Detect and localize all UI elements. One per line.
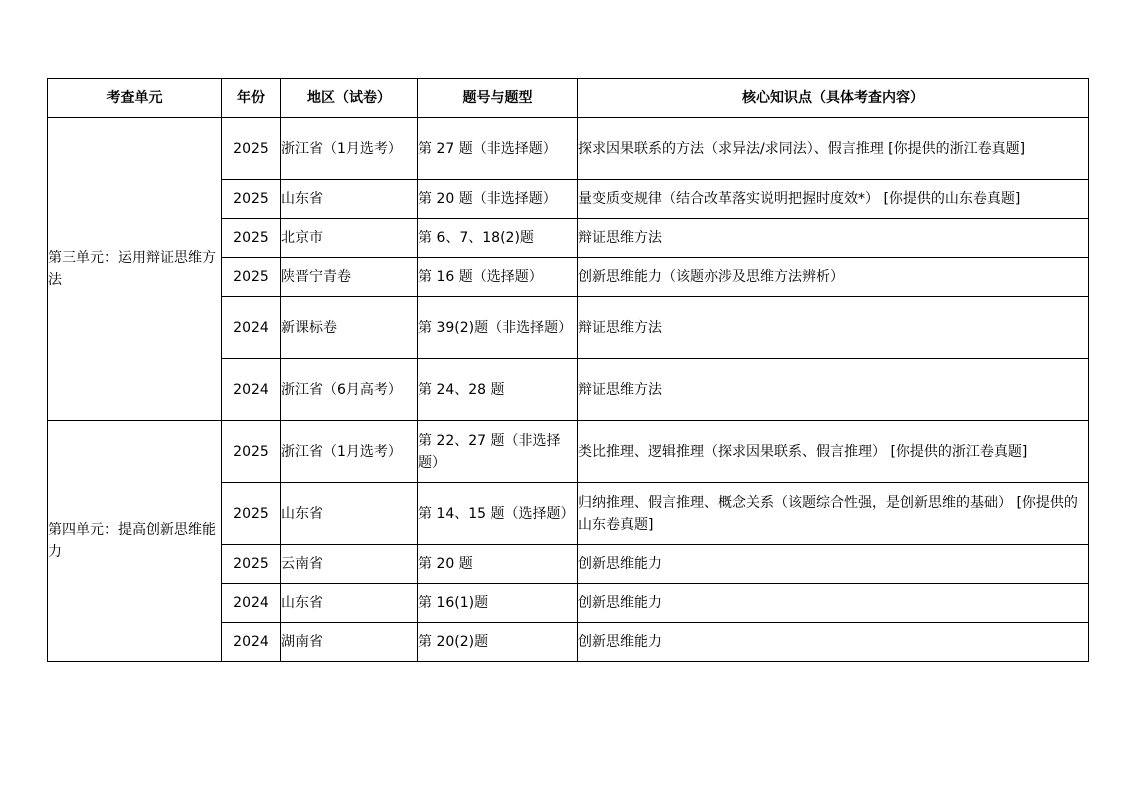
- region-cell: 山东省: [281, 483, 418, 545]
- region-cell: 山东省: [281, 180, 418, 219]
- region-cell: 浙江省（6月高考）: [281, 359, 418, 421]
- region-cell: 北京市: [281, 219, 418, 258]
- region-cell: 浙江省（1月选考）: [281, 118, 418, 180]
- year-cell: 2024: [222, 584, 281, 623]
- topic-cell: 归纳推理、假言推理、概念关系（该题综合性强，是创新思维的基础） [你提供的山东卷真题]: [578, 483, 1089, 545]
- year-cell: 2025: [222, 180, 281, 219]
- exam-analysis-table: [47, 78, 1089, 662]
- region-cell: 湖南省: [281, 623, 418, 662]
- region-cell: 山东省: [281, 584, 418, 623]
- question-cell: 第 20 题（非选择题）: [418, 180, 578, 219]
- table-header-row: [48, 79, 1089, 118]
- topic-cell: 探求因果联系的方法（求异法/求同法）、假言推理 [你提供的浙江卷真题]: [578, 118, 1089, 180]
- year-cell: 2025: [222, 545, 281, 584]
- question-cell: 第 27 题（非选择题）: [418, 118, 578, 180]
- topic-cell: 辩证思维方法: [578, 219, 1089, 258]
- topic-cell: 辩证思维方法: [578, 297, 1089, 359]
- question-cell: 第 20(2)题: [418, 623, 578, 662]
- year-cell: 2024: [222, 623, 281, 662]
- region-cell: 浙江省（1月选考）: [281, 421, 418, 483]
- region-cell: 云南省: [281, 545, 418, 584]
- year-cell: 2025: [222, 118, 281, 180]
- year-cell: 2025: [222, 258, 281, 297]
- header-year: 年份: [222, 79, 281, 118]
- header-question: 题号与题型: [418, 79, 578, 118]
- unit-cell: 第三单元：运用辩证思维方法: [48, 118, 222, 421]
- question-cell: 第 20 题: [418, 545, 578, 584]
- header-unit: 考查单元: [48, 79, 222, 118]
- year-cell: 2024: [222, 297, 281, 359]
- question-cell: 第 16 题（选择题）: [418, 258, 578, 297]
- topic-cell: 创新思维能力: [578, 584, 1089, 623]
- year-cell: 2024: [222, 359, 281, 421]
- question-cell: 第 16(1)题: [418, 584, 578, 623]
- topic-cell: 创新思维能力: [578, 623, 1089, 662]
- region-cell: 新课标卷: [281, 297, 418, 359]
- unit-cell: 第四单元：提高创新思维能力: [48, 421, 222, 662]
- topic-cell: 创新思维能力: [578, 545, 1089, 584]
- question-cell: 第 6、7、18(2)题: [418, 219, 578, 258]
- year-cell: 2025: [222, 483, 281, 545]
- topic-cell: 辩证思维方法: [578, 359, 1089, 421]
- question-cell: 第 14、15 题（选择题）: [418, 483, 578, 545]
- header-topic: 核心知识点（具体考查内容）: [578, 79, 1089, 118]
- table-row: [48, 421, 1089, 483]
- topic-cell: 类比推理、逻辑推理（探求因果联系、假言推理） [你提供的浙江卷真题]: [578, 421, 1089, 483]
- question-cell: 第 24、28 题: [418, 359, 578, 421]
- question-cell: 第 22、27 题（非选择题）: [418, 421, 578, 483]
- topic-cell: 量变质变规律（结合改革落实说明把握时度效*） [你提供的山东卷真题]: [578, 180, 1089, 219]
- header-region: 地区（试卷）: [281, 79, 418, 118]
- table-row: [48, 118, 1089, 180]
- year-cell: 2025: [222, 219, 281, 258]
- region-cell: 陕晋宁青卷: [281, 258, 418, 297]
- topic-cell: 创新思维能力（该题亦涉及思维方法辨析）: [578, 258, 1089, 297]
- year-cell: 2025: [222, 421, 281, 483]
- question-cell: 第 39(2)题（非选择题）: [418, 297, 578, 359]
